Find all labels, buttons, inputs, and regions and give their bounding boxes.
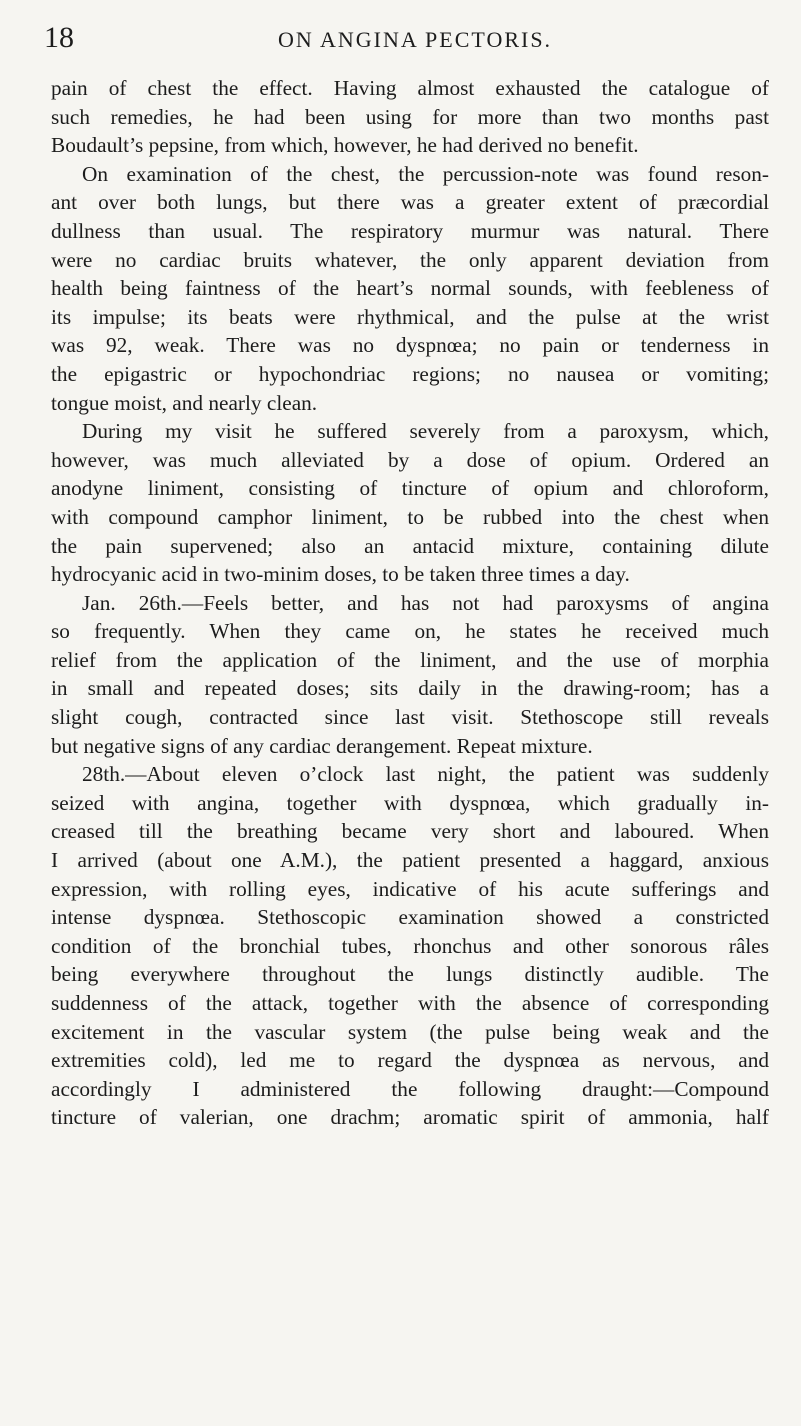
text-line: such remedies, he had been using for more than two months past xyxy=(51,104,769,129)
text-line: health being faintness of the heart’s normal sounds, with feebleness of xyxy=(51,276,769,301)
text-line: suddenness of the attack, together with the absence of corresponding xyxy=(51,991,769,1015)
text-line: the epigastric or hypochondriac regions; no nausea or vomiting; xyxy=(51,361,769,386)
text-line: dullness than usual. The respiratory murmur was natural. There xyxy=(51,218,769,243)
text-line: being everywhere throughout the lungs distinctly audible. The xyxy=(51,962,769,987)
text-line: accordingly I administered the following draught:—Compound xyxy=(51,1076,769,1101)
text-line: relief from the application of the liniment, and the use of morphia xyxy=(51,647,769,672)
text-line: in small and repeated doses; sits daily in the drawing-room; has a xyxy=(51,676,769,701)
text-line: pain of chest the effect. Having almost exhausted the catalogue of xyxy=(51,76,769,100)
text-line: slight cough, contracted since last visit. Stethoscope still reveals xyxy=(51,705,769,730)
body-text xyxy=(51,74,769,1132)
text-line: On examination of the chest, the percussion-note was found reson- xyxy=(82,161,769,186)
text-line: Jan. 26th.—Feels better, and has not had paroxysms of angina xyxy=(82,590,769,615)
text-line: tongue moist, and nearly clean. xyxy=(51,390,318,415)
text-line: but negative signs of any cardiac derangement. Repeat mixture. xyxy=(51,733,593,758)
text-line: intense dyspnœa. Stethoscopic examination showed a constricted xyxy=(51,905,769,930)
text-line: its impulse; its beats were rhythmical, and the pulse at the wrist xyxy=(51,304,769,329)
text-line: I arrived (about one A.M.), the patient presented a haggard, anxious xyxy=(51,848,769,873)
text-line: with compound camphor liniment, to be rubbed into the chest when xyxy=(51,504,769,529)
text-line: excitement in the vascular system (the pulse being weak and the xyxy=(51,1019,769,1044)
page-header xyxy=(44,20,774,56)
text-line: Boudault’s pepsine, from which, however, he had derived no benefit. xyxy=(51,133,639,158)
text-line: seized with angina, together with dyspnœa, which gradually in- xyxy=(51,790,769,815)
page-number: 18 xyxy=(44,21,74,54)
text-line: anodyne liniment, consisting of tincture of opium and chloroform, xyxy=(51,476,769,501)
text-line: tincture of valerian, one drachm; aromatic spirit of ammonia, half xyxy=(51,1105,769,1130)
running-title: ON ANGINA PECTORIS. xyxy=(277,27,553,52)
text-line: was 92, weak. There was no dyspnœa; no pain or tenderness in xyxy=(51,333,769,358)
text-line: so frequently. When they came on, he states he received much xyxy=(51,619,769,644)
text-line: ant over both lungs, but there was a greater extent of præcordial xyxy=(51,190,769,215)
text-line: expression, with rolling eyes, indicative of his acute sufferings and xyxy=(51,876,769,901)
text-line: hydrocyanic acid in two-minim doses, to be taken three times a day. xyxy=(51,562,630,587)
text-line: however, was much alleviated by a dose of opium. Ordered an xyxy=(51,447,769,472)
text-line: condition of the bronchial tubes, rhonchus and other sonorous râles xyxy=(51,933,769,958)
text-line: were no cardiac bruits whatever, the only apparent deviation from xyxy=(51,247,769,272)
text-line: 28th.—About eleven o’clock last night, the patient was suddenly xyxy=(82,762,769,787)
text-line: During my visit he suffered severely from a paroxysm, which, xyxy=(82,419,769,444)
text-line: creased till the breathing became very short and laboured. When xyxy=(51,819,769,844)
text-line: extremities cold), led me to regard the dyspnœa as nervous, and xyxy=(51,1048,769,1073)
text-line: the pain supervened; also an antacid mixture, containing dilute xyxy=(51,533,769,558)
